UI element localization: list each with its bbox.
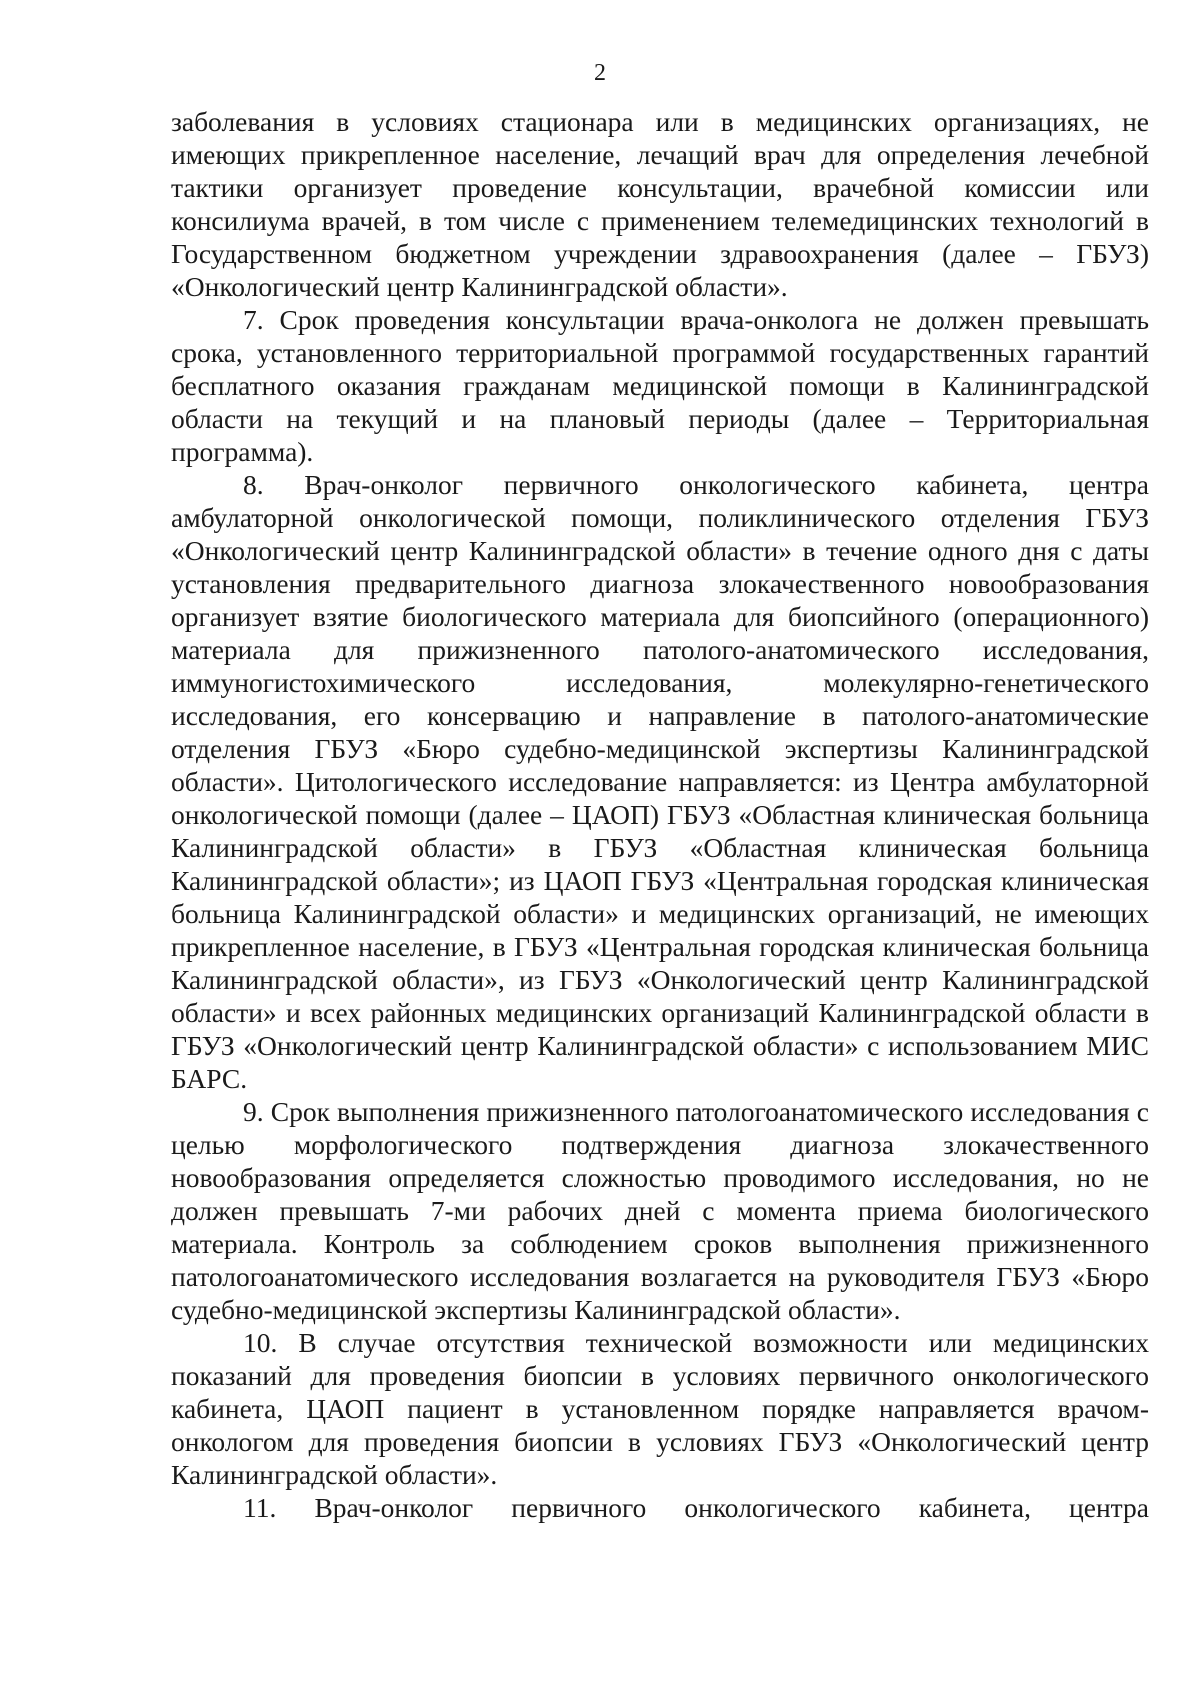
page-number: 2 (594, 60, 606, 86)
paragraph-item-8: 8. Врач-онколог первичного онкологического кабинета, центра амбулаторной онкологической помощи, поликлинического отделения ГБУЗ «Онкологический центр Калининградской области» в течение одного дня с даты установления предварительного диагноза злокачественного новообразования организует взятие биологического материала для биопсийного (операционного) материала для прижизненного патолого-анатомического исследования, иммуногистохимического исследования, молекулярно-генетического исследования, его консервацию и направление в патолого-анатомические отделения ГБУЗ «Бюро судебно-медицинской экспертизы Калининградской области». Цитологического исследование направляется: из Центра амбулаторной онкологической помощи (далее – ЦАОП) ГБУЗ «Областная клиническая больница Калининградской области» в ГБУЗ «Областная клиническая больница Калининградской области»; из ЦАОП ГБУЗ «Центральная городская клиническая больница Калининградской области» и медицинских организаций, не имеющих прикрепленное население, в ГБУЗ «Центральная городская клиническая больница Калининградской области», из ГБУЗ «Онкологический центр Калининградской области» и всех районных медицинских организаций Калининградской области в ГБУЗ «Онкологический центр Калининградской области» с использованием МИС БАРС. (171, 469, 1149, 1094)
document-body (171, 105, 1149, 1524)
paragraph-item-9: 9. Срок выполнения прижизненного патологоанатомического исследования с целью морфологического подтверждения диагноза злокачественного новообразования определяется сложностью проводимого исследования, но не должен превышать 7-ми рабочих дней с момента приема биологического материала. Контроль за соблюдением сроков выполнения прижизненного патологоанатомического исследования возлагается на руководителя ГБУЗ «Бюро судебно-медицинской экспертизы Калининградской области». (171, 1096, 1149, 1325)
paragraph-item-7: 7. Срок проведения консультации врача-онколога не должен превышать срока, установленного территориальной программой государственных гарантий бесплатного оказания гражданам медицинской помощи в Калининградской области на текущий и на плановый периоды (далее – Территориальная программа). (171, 304, 1149, 467)
paragraph-continuation: заболевания в условиях стационара или в медицинских организациях, не имеющих прикрепленное население, лечащий врач для определения лечебной тактики организует проведение консультации, врачебной комиссии или консилиума врачей, в том числе с применением телемедицинских технологий в Государственном бюджетном учреждении здравоохранения (далее – ГБУЗ) «Онкологический центр Калининградской области». (171, 106, 1149, 302)
paragraph-item-11: 11. Врач-онколог первичного онкологического кабинета, центра (243, 1492, 1149, 1523)
paragraph-item-10: 10. В случае отсутствия технической возможности или медицинских показаний для проведения биопсии в условиях первичного онкологического кабинета, ЦАОП пациент в установленном порядке направляется врачом-онкологом для проведения биопсии в условиях ГБУЗ «Онкологический центр Калининградской области». (171, 1327, 1149, 1490)
